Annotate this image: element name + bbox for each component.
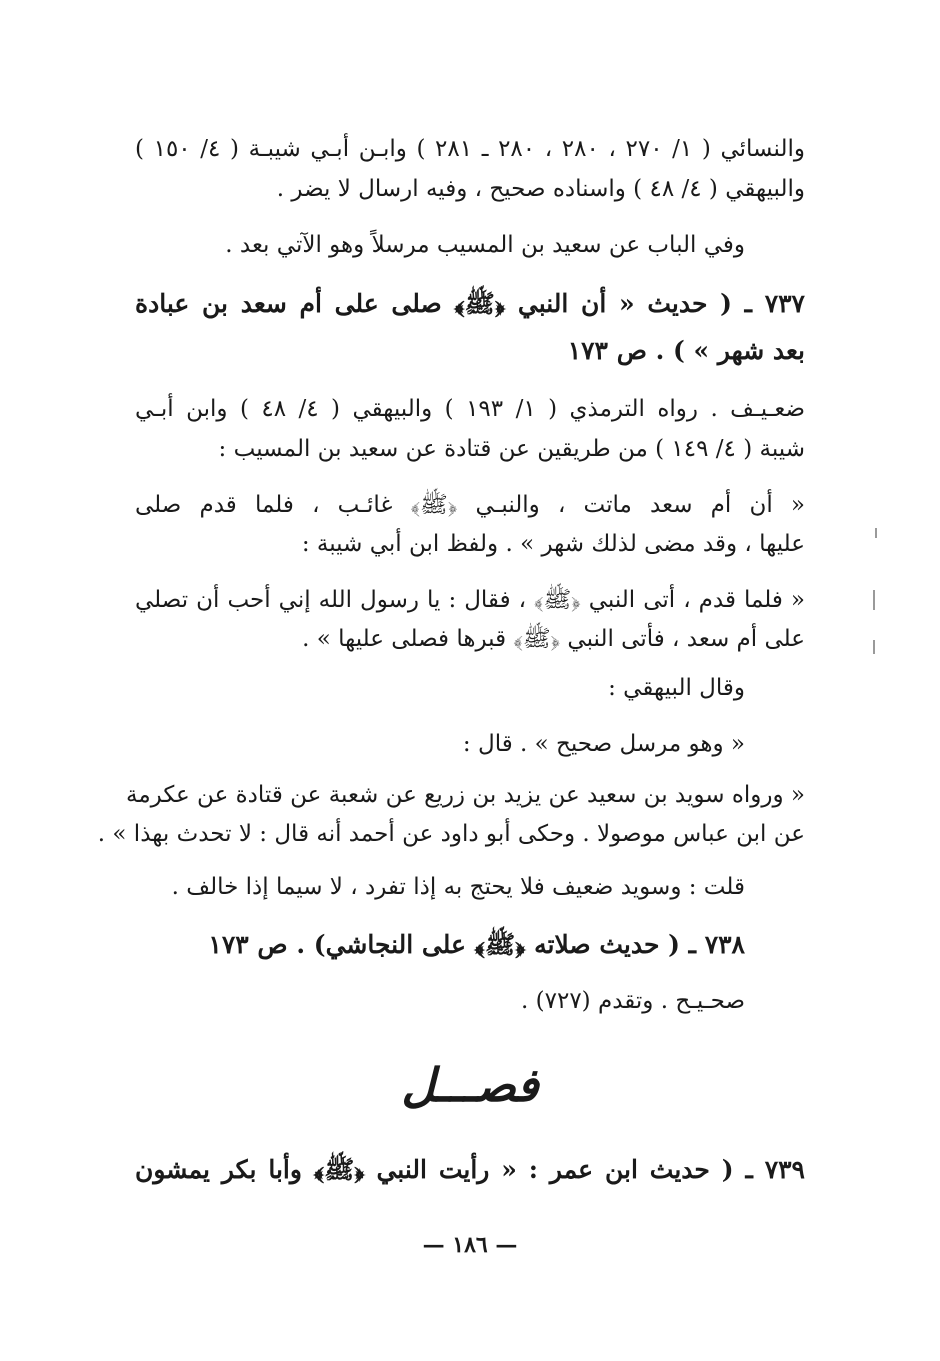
text-line-1: والنسائي ( ١/ ٢٧٠ ، ٢٨٠ ، ٢٨٠ ـ ٢٨١ ) وابـن أبـي شيبـة ( ٤/ ١٥٠ ) <box>135 136 805 162</box>
text-line-6: ضعـيـف . رواه الترمذي ( ١/ ١٩٣ ) والبيهقي ( ٤/ ٤٨ ) وابن أبـي <box>135 396 806 422</box>
scan-speck <box>873 590 875 610</box>
hadith-737-heading: ٧٣٧ ـ ( حديث « أن النبي ﴿ﷺ﴾ صلى على أم سعد بن عبادة <box>135 289 805 318</box>
quote-line-2: عليها ، وقد مضى لذلك شهر » . ولفظ ابن أبي شيبة : <box>301 531 805 557</box>
quote-line-3: « فلما قدم ، أتى النبي ﴿ﷺ﴾ ، فقال : يا رسول الله إني أحب أن تصلي <box>135 587 805 613</box>
text-line-2: والبيهقي ( ٤/ ٤٨ ) واسناده صحيح ، وفيه ارسال لا يضر . <box>276 176 805 202</box>
text-line-12: وقال البيهقي : <box>608 675 745 701</box>
hadith-738-heading: ٧٣٨ ـ ( حديث صلاته ﴿ﷺ﴾ على النجاشي) . ص ١٧٣ <box>208 930 745 959</box>
quote-line-1: « أن أم سعد ماتت ، والنبـي ﴿ﷺ﴾ غائـب ، فلما قدم صلى <box>135 492 805 518</box>
scan-speck <box>875 528 877 538</box>
text-line-16: قلت : وسويد ضعيف فلا يحتج به إذا تفرد ، لا سيما إذا خالف . <box>171 874 745 900</box>
section-title: فصـــل <box>401 1058 539 1112</box>
page-number: — ١٨٦ — <box>422 1232 518 1258</box>
text-line-18: صحـيـح . وتقدم (٧٢٧) . <box>521 988 745 1014</box>
text-line-3: وفي الباب عن سعيد بن المسيب مرسلاً وهو الآتي بعد . <box>225 232 745 258</box>
quote-line-4: على أم سعد ، فأتى النبي ﴿ﷺ﴾ قبرها فصلى عليها » . <box>302 626 805 652</box>
scan-speck <box>873 640 875 654</box>
text-line-13: « وهو مرسل صحيح » . قال : <box>462 731 745 757</box>
quote-line-5: « ورواه سويد بن سعيد عن يزيد بن زريع عن شعبة عن قتادة عن عكرمة <box>125 782 805 808</box>
quote-line-6: عن ابن عباس موصولا . وحكى أبو داود عن أحمد أنه قال : لا تحدث بهذا » . <box>97 821 805 847</box>
hadith-739-heading: ٧٣٩ ـ ( حديث ابن عمر : « رأيت النبي ﴿ﷺ﴾ وأبا بكر يمشون <box>135 1155 805 1184</box>
hadith-737-heading-cont: بعد شهر » ) . ص ١٧٣ <box>567 336 805 365</box>
text-line-7: شيبة ( ٤/ ١٤٩ ) من طريقين عن قتادة عن سعيد بن المسيب : <box>218 436 805 462</box>
